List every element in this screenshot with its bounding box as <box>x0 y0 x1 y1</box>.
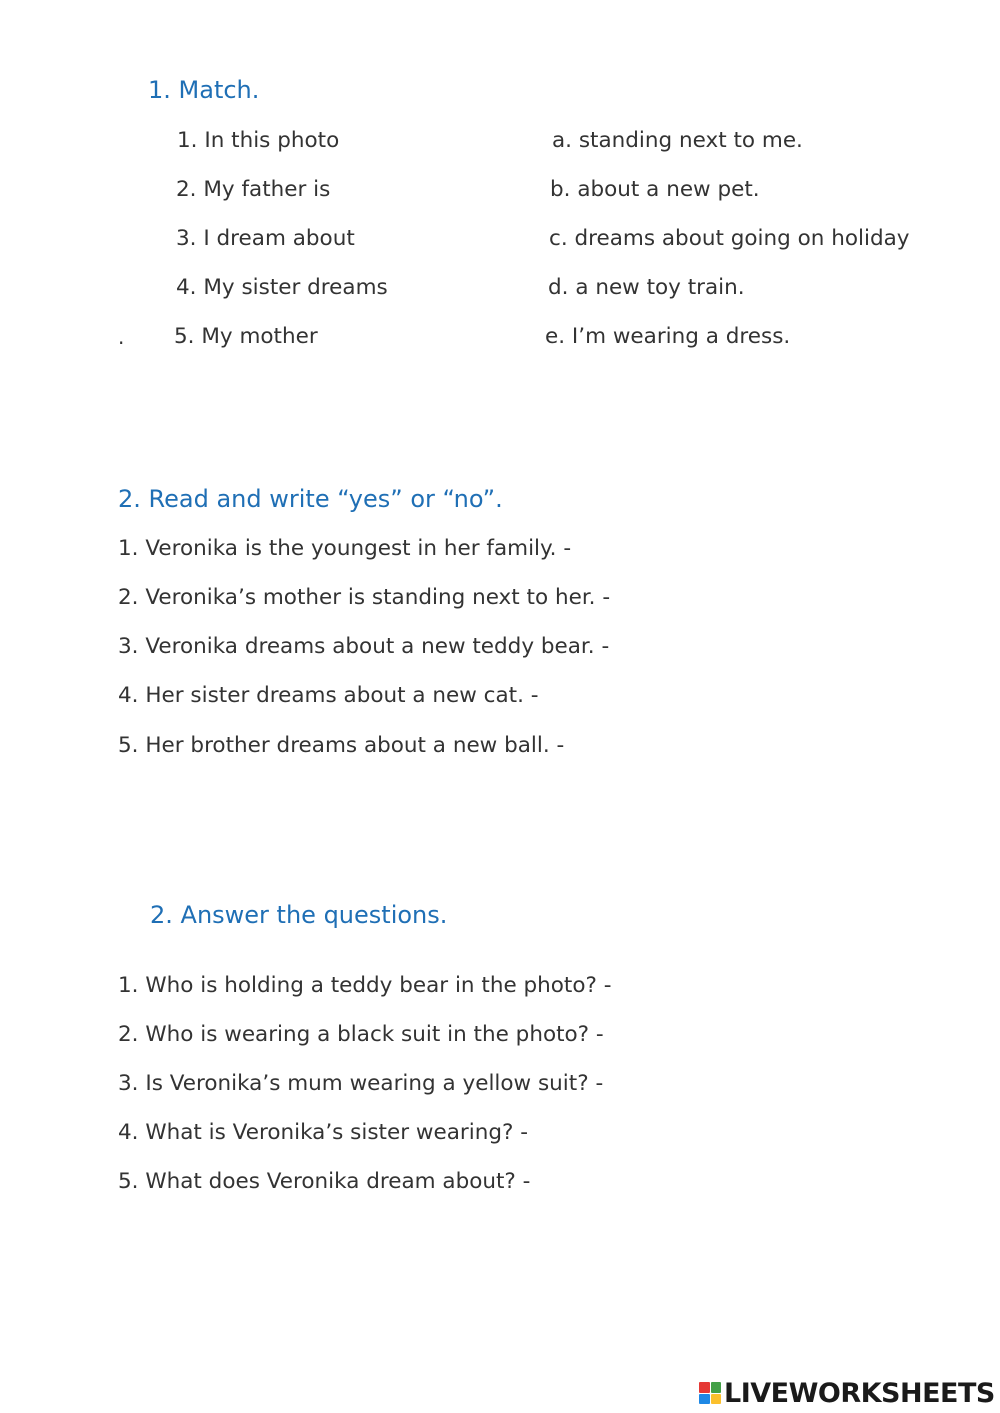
yesno-item-2: 2. Veronika’s mother is standing next to her. - <box>118 585 611 610</box>
yesno-item-4: 4. Her sister dreams about a new cat. - <box>118 683 539 708</box>
match-left-1: 1. In this photo <box>177 128 340 153</box>
yesno-item-1: 1. Veronika is the youngest in her family. - <box>118 536 572 561</box>
question-item-1: 1. Who is holding a teddy bear in the photo? - <box>118 973 612 998</box>
question-item-2: 2. Who is wearing a black suit in the photo? - <box>118 1022 604 1047</box>
stray-dot: . <box>118 325 125 349</box>
match-left-4: 4. My sister dreams <box>176 275 388 300</box>
section2-title: 2. Read and write “yes” or “no”. <box>118 485 503 513</box>
match-left-2: 2. My father is <box>176 177 331 202</box>
yesno-item-5: 5. Her brother dreams about a new ball. - <box>118 733 565 758</box>
section3-title: 2. Answer the questions. <box>150 901 448 929</box>
question-item-3: 3. Is Veronika’s mum wearing a yellow suit? - <box>118 1071 604 1096</box>
question-item-5: 5. What does Veronika dream about? - <box>118 1169 531 1194</box>
liveworksheets-logo <box>699 1378 995 1408</box>
match-right-a: a. standing next to me. <box>552 128 803 153</box>
section1-title: 1. Match. <box>148 76 260 104</box>
match-right-d: d. a new toy train. <box>548 275 745 300</box>
question-item-4: 4. What is Veronika’s sister wearing? - <box>118 1120 528 1145</box>
yesno-item-3: 3. Veronika dreams about a new teddy bear. - <box>118 634 610 659</box>
match-left-5: 5. My mother <box>174 324 318 349</box>
logo-mark-icon <box>699 1382 721 1404</box>
match-right-e: e. I’m wearing a dress. <box>545 324 791 349</box>
logo-text: LIVEWORKSHEETS <box>724 1377 995 1409</box>
match-left-3: 3. I dream about <box>176 226 355 251</box>
match-right-c: c. dreams about going on holiday <box>549 226 910 251</box>
match-right-b: b. about a new pet. <box>550 177 760 202</box>
